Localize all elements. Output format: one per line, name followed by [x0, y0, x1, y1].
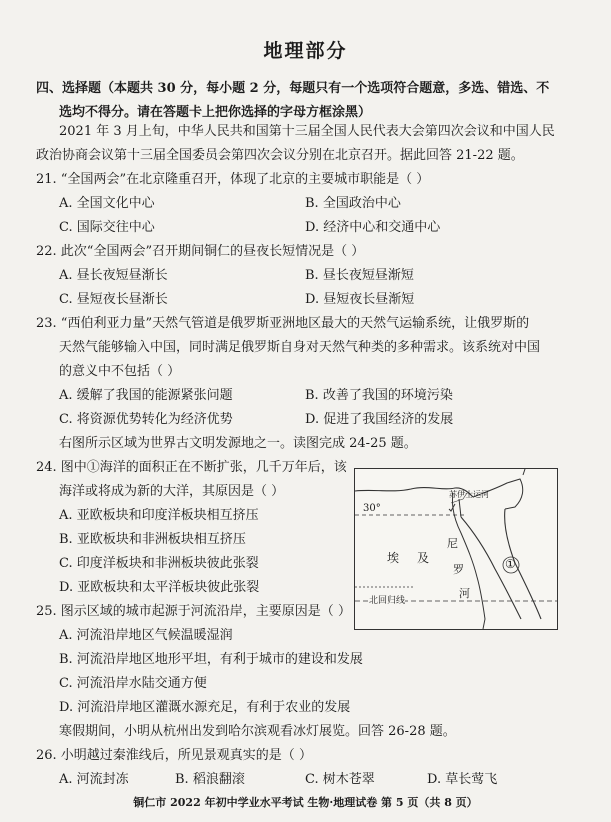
q22-option-c: C. 昼短夜长昼渐长 [59, 292, 168, 307]
q26-option-b: B. 稻浪翻滚 [175, 772, 245, 787]
q25-option-a: A. 河流沿岸地区气候温暖湿润 [59, 628, 233, 643]
nile-label-3: 河 [459, 587, 470, 600]
q23-line3: 的意义中不包括（ ） [59, 364, 181, 379]
q22-option-b: B. 昼长夜短昼渐短 [305, 268, 414, 283]
q21-option-d: D. 经济中心和交通中心 [305, 220, 441, 235]
q23-option-a: A. 缓解了我国的能源紧张问题 [59, 388, 233, 403]
tropic-label: 北回归线 [369, 593, 405, 606]
q25-option-c: C. 河流沿岸水陆交通方便 [59, 676, 207, 691]
egypt-region-map [354, 468, 558, 630]
q22-option-d: D. 昼短夜长昼渐短 [305, 292, 415, 307]
nile-label-1: 尼 [447, 537, 458, 550]
page-footer: 铜仁市 2022 年初中学业水平考试 生物·地理试卷 第 5 页（共 8 页） [133, 796, 478, 809]
egypt-label-2: 及 [417, 551, 430, 565]
q21-option-b: B. 全国政治中心 [305, 196, 401, 211]
suez-canal-label: 苏伊士运河 [449, 490, 489, 499]
intro1-line1: 2021 年 3 月上旬，中华人民共和国第十三届全国人民代表大会第四次会议和中国人民 [59, 124, 555, 139]
q26-stem: 26. 小明越过秦淮线后，所见景观真实的是（ ） [36, 748, 312, 763]
q26-option-c: C. 树木苍翠 [305, 772, 375, 787]
section-heading-line2: 选均不得分。请在答题卡上把你选择的字母方框涂黑） [59, 105, 372, 120]
q22-option-a: A. 昼长夜短昼渐长 [59, 268, 168, 283]
q21-stem: 21. “全国两会”在北京隆重召开，体现了北京的主要城市职能是（ ） [36, 172, 430, 187]
q22-stem: 22. 此次“全国两会”召开期间铜仁的昼夜长短情况是（ ） [36, 244, 365, 259]
q25-option-b: B. 河流沿岸地区地形平坦，有利于城市的建设和发展 [59, 652, 363, 667]
intro3: 寒假期间，小明从杭州出发到哈尔滨观看冰灯展览。回答 26-28 题。 [59, 724, 456, 739]
q26-option-d: D. 草长莺飞 [427, 772, 498, 787]
egypt-label-1: 埃 [387, 551, 400, 565]
q23-option-b: B. 改善了我国的环境污染 [305, 388, 453, 403]
q21-option-c: C. 国际交往中心 [59, 220, 155, 235]
q24-option-d: D. 亚欧板块和太平洋板块彼此张裂 [59, 580, 260, 595]
q24-line1: 24. 图中①海洋的面积正在不断扩张，几千万年后，该 [36, 460, 347, 475]
q26-option-a: A. 河流封冻 [59, 772, 129, 787]
red-sea-marker: ① [505, 557, 516, 571]
q23-option-c: C. 将资源优势转化为经济优势 [59, 412, 233, 427]
q23-option-d: D. 促进了我国经济的发展 [305, 412, 454, 427]
q24-option-c: C. 印度洋板块和非洲板块彼此张裂 [59, 556, 259, 571]
q23-line2: 天然气能够输入中国，同时满足俄罗斯自身对天然气种类的多种需求。该系统对中国 [59, 340, 541, 355]
lat30-label: 30° [363, 503, 381, 514]
q25-option-d: D. 河流沿岸地区灌溉水源充足，有利于农业的发展 [59, 700, 351, 715]
q24-line2: 海洋或将成为新的大洋，其原因是（ ） [59, 484, 285, 499]
q21-option-a: A. 全国文化中心 [59, 196, 155, 211]
section-heading-line1: 四、选择题（本题共 30 分，每小题 2 分，每题只有一个选项符合题意，多选、错选、不 [36, 81, 550, 96]
q25-stem: 25. 图示区域的城市起源于河流沿岸，主要原因是（ ） [36, 604, 351, 619]
q24-option-a: A. 亚欧板块和印度洋板块相互挤压 [59, 508, 259, 523]
nile-label-2: 罗 [453, 563, 464, 576]
intro1-line2: 政治协商会议第十三届全国委员会第四次会议分别在北京召开。据此回答 21-22 题。 [36, 148, 524, 163]
q23-line1: 23. “西伯利亚力量”天然气管道是俄罗斯亚洲地区最大的天然气运输系统，让俄罗斯的 [36, 316, 530, 331]
page-title: 地理部分 [263, 40, 348, 62]
intro2: 右图所示区域为世界古文明发源地之一。读图完成 24-25 题。 [59, 436, 417, 451]
q24-option-b: B. 亚欧板块和非洲板块相互挤压 [59, 532, 246, 547]
